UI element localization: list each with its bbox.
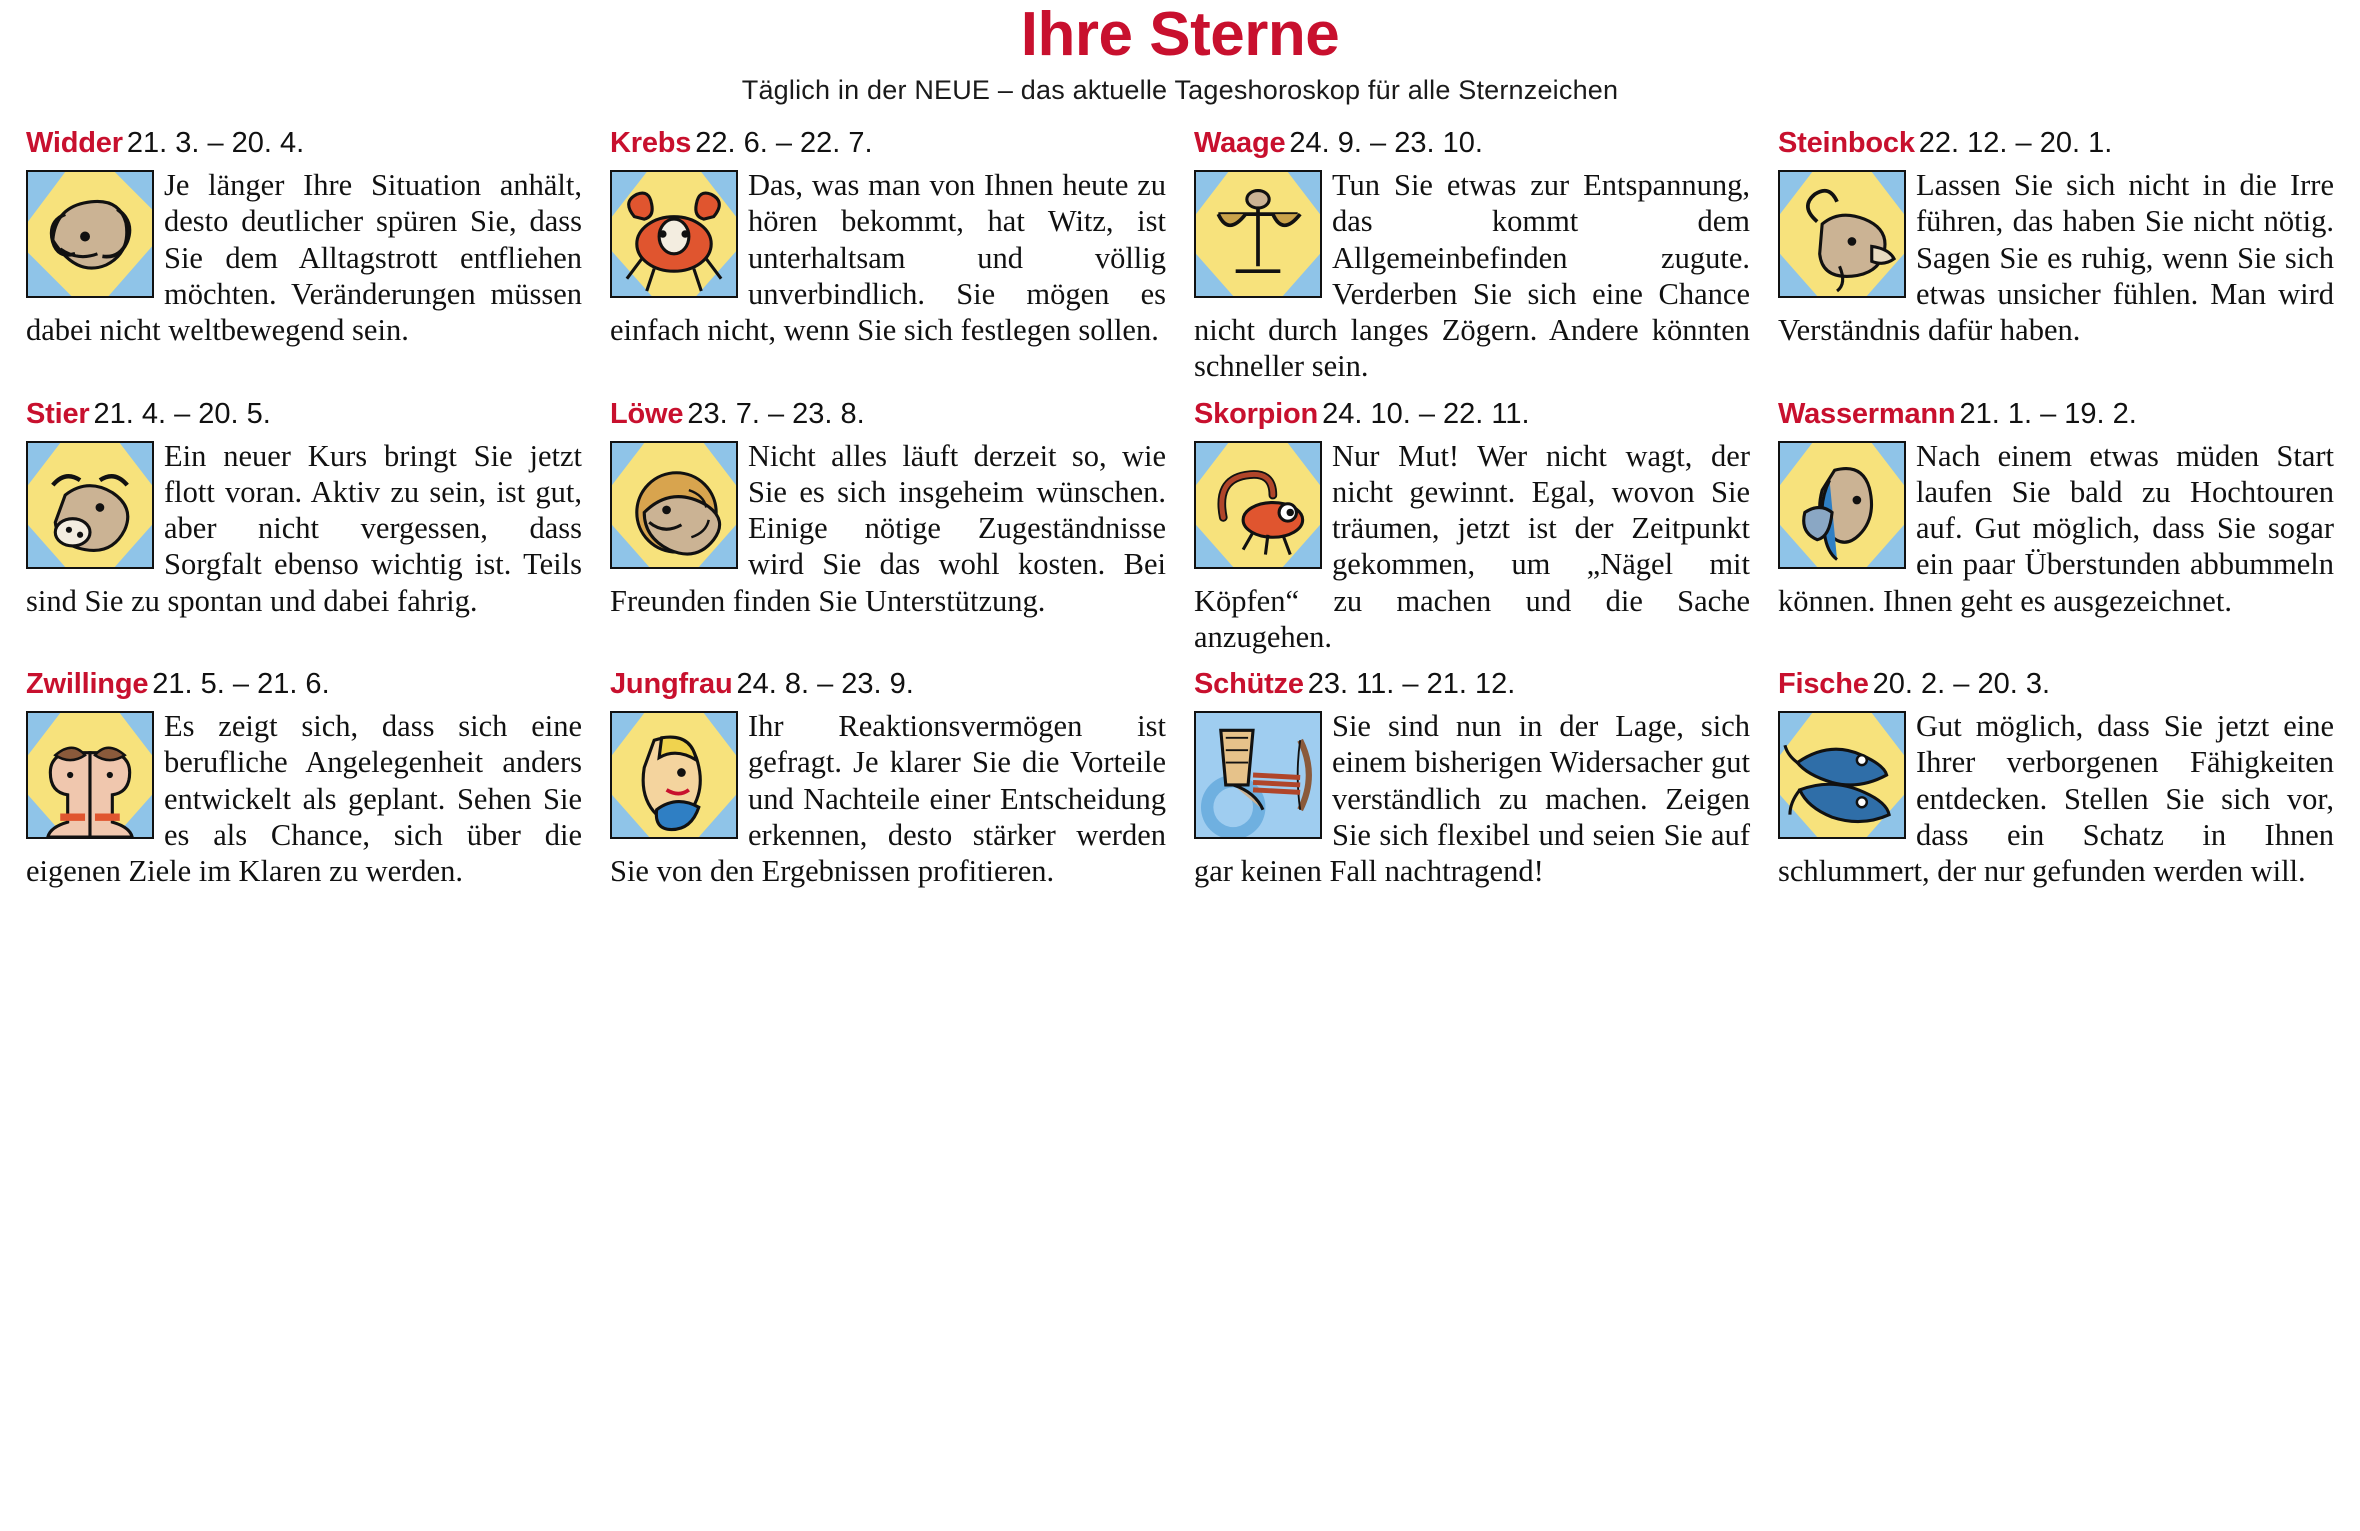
sign-name: Zwillinge bbox=[26, 668, 149, 701]
scorpion-icon bbox=[1194, 441, 1322, 569]
sign-dates: 22. 12. – 20. 1. bbox=[1918, 127, 2113, 160]
sign-name: Waage bbox=[1194, 127, 1286, 160]
sign-heading bbox=[610, 669, 1166, 701]
crab-icon bbox=[610, 170, 738, 298]
goat-icon bbox=[1778, 170, 1906, 298]
sign-name: Wassermann bbox=[1778, 397, 1956, 430]
sign-body bbox=[610, 708, 1166, 889]
sign-text: Ein neuer Kurs bringt Sie jetzt flott voran. Aktiv zu sein, ist gut, aber nicht vergessen, dass Sorgfalt ebenso wichtig ist. Teils sind Sie zu spontan und dabei fahrig. bbox=[26, 438, 582, 618]
sign-dates: 24. 9. – 23. 10. bbox=[1289, 127, 1483, 160]
sign-text: Das, was man von Ihnen heute zu hören bekommt, hat Witz, ist unterhaltsam und völlig unverbindlich. Sie mögen es einfach nicht, wenn Sie sich festlegen sollen. bbox=[610, 167, 1166, 348]
sign-card-loewe bbox=[610, 399, 1166, 656]
sign-heading bbox=[1194, 128, 1750, 160]
sign-body bbox=[1778, 167, 2334, 348]
sign-body bbox=[1778, 708, 2334, 889]
sign-card-zwillinge bbox=[26, 669, 582, 889]
sign-dates: 21. 1. – 19. 2. bbox=[1959, 397, 2137, 430]
sign-name: Steinbock bbox=[1778, 127, 1915, 160]
sign-text: Nicht alles läuft derzeit so, wie Sie es sich insgeheim wünschen. Einige nötige Zugeständnisse wird Sie das wohl kosten. Bei Freunden finden Sie Unterstützung. bbox=[610, 438, 1166, 618]
twins-icon bbox=[26, 711, 154, 839]
sign-name: Löwe bbox=[610, 397, 684, 430]
sign-text: Nur Mut! Wer nicht wagt, der nicht gewinnt. Egal, wovon Sie träumen, jetzt ist der Zeitpunkt gekommen, um „Nägel mit Köpfen“ zu machen und die Sache anzugehen. bbox=[1194, 438, 1750, 654]
sign-heading bbox=[610, 128, 1166, 160]
sign-dates: 21. 4. – 20. 5. bbox=[93, 397, 271, 430]
sign-heading bbox=[1778, 399, 2334, 431]
sign-name: Skorpion bbox=[1194, 397, 1319, 430]
sign-heading bbox=[26, 128, 582, 160]
sign-body bbox=[26, 438, 582, 619]
sign-heading bbox=[1778, 128, 2334, 160]
sign-text: Nach einem etwas müden Start laufen Sie bald zu Hochtouren auf. Gut möglich, dass Sie sogar ein paar Überstunden abbummeln können. Ihnen geht es ausgezeichnet. bbox=[1778, 438, 2334, 618]
sign-body bbox=[610, 438, 1166, 619]
sign-dates: 22. 6. – 22. 7. bbox=[695, 127, 873, 160]
sign-name: Krebs bbox=[610, 127, 692, 160]
sign-body bbox=[610, 167, 1166, 348]
sign-body bbox=[1194, 438, 1750, 656]
sign-heading bbox=[610, 399, 1166, 431]
sign-body bbox=[26, 167, 582, 348]
sign-grid bbox=[26, 128, 2334, 889]
lion-icon bbox=[610, 441, 738, 569]
sign-dates: 24. 8. – 23. 9. bbox=[736, 668, 914, 701]
sign-name: Widder bbox=[26, 127, 123, 160]
sign-dates: 20. 2. – 20. 3. bbox=[1872, 668, 2051, 701]
fish-icon bbox=[1778, 711, 1906, 839]
sign-card-steinbock bbox=[1778, 128, 2334, 385]
sign-dates: 23. 7. – 23. 8. bbox=[687, 397, 865, 430]
sign-heading bbox=[1778, 669, 2334, 701]
sign-text: Gut möglich, dass Sie jetzt eine Ihrer verborgenen Fähigkeiten entdecken. Stellen Sie sich vor, dass ein Schatz in Ihnen schlummert, der nur gefunden werden will. bbox=[1778, 709, 2334, 889]
waterbearer-icon bbox=[1778, 441, 1906, 569]
sign-text: Ihr Reaktionsvermögen ist gefragt. Je klarer Sie die Vorteile und Nachteile einer Entscheidung erkennen, desto stärker werden Sie von den Ergebnissen profitieren. bbox=[610, 709, 1166, 889]
sign-name: Schütze bbox=[1194, 668, 1304, 701]
virgin-icon bbox=[610, 711, 738, 839]
ram-icon bbox=[26, 170, 154, 298]
sign-dates: 21. 5. – 21. 6. bbox=[152, 668, 330, 701]
sign-card-waage bbox=[1194, 128, 1750, 385]
sign-card-schuetze bbox=[1194, 669, 1750, 889]
sign-card-skorpion bbox=[1194, 399, 1750, 656]
sign-card-wassermann bbox=[1778, 399, 2334, 656]
sign-dates: 23. 11. – 21. 12. bbox=[1307, 668, 1516, 701]
sign-text: Tun Sie etwas zur Entspannung, das kommt dem Allgemeinbefinden zugute. Verderben Sie sich eine Chance nicht durch langes Zögern. Andere könnten schneller sein. bbox=[1194, 167, 1750, 384]
sign-heading bbox=[1194, 669, 1750, 701]
sign-body bbox=[26, 708, 582, 889]
sign-heading bbox=[26, 399, 582, 431]
sign-card-widder bbox=[26, 128, 582, 385]
page-title: Ihre Sterne bbox=[1020, 0, 1340, 69]
sign-dates: 21. 3. – 20. 4. bbox=[126, 127, 305, 160]
sign-card-fische bbox=[1778, 669, 2334, 889]
sign-name: Stier bbox=[26, 397, 90, 430]
scales-icon bbox=[1194, 170, 1322, 298]
sign-body bbox=[1778, 438, 2334, 619]
archer-icon bbox=[1194, 711, 1322, 839]
sign-heading bbox=[26, 669, 582, 701]
page-subtitle: Täglich in der NEUE – das aktuelle Tageshoroskop für alle Sternzeichen bbox=[741, 75, 1619, 106]
bull-icon bbox=[26, 441, 154, 569]
sign-body bbox=[1194, 708, 1750, 889]
masthead bbox=[26, 0, 2334, 106]
sign-card-jungfrau bbox=[610, 669, 1166, 889]
sign-body bbox=[1194, 167, 1750, 385]
sign-card-krebs bbox=[610, 128, 1166, 385]
sign-card-stier bbox=[26, 399, 582, 656]
sign-heading bbox=[1194, 399, 1750, 431]
sign-text: Lassen Sie sich nicht in die Irre führen, das haben Sie nicht nötig. Sagen Sie es ruhig, wenn Sie sich etwas unsicher fühlen. Man wird Verständnis dafür haben. bbox=[1778, 167, 2334, 348]
sign-text: Je länger Ihre Situation anhält, desto deutlicher spüren Sie, dass Sie dem Alltagstrott entfliehen möchten. Veränderungen müssen dabei nicht weltbewegend sein. bbox=[26, 167, 582, 348]
sign-name: Jungfrau bbox=[610, 668, 733, 701]
sign-dates: 24. 10. – 22. 11. bbox=[1322, 397, 1530, 430]
sign-name: Fische bbox=[1778, 668, 1869, 701]
sign-text: Es zeigt sich, dass sich eine berufliche Angelegenheit anders entwickelt als geplant. Sehen Sie es als Chance, sich über die eigenen Ziele im Klaren zu werden. bbox=[26, 709, 582, 889]
sign-text: Sie sind nun in der Lage, sich einem bisherigen Widersacher gut verständlich zu machen. Zeigen Sie sich flexibel und seien Sie auf gar keinen Fall nachtragend! bbox=[1194, 709, 1750, 889]
